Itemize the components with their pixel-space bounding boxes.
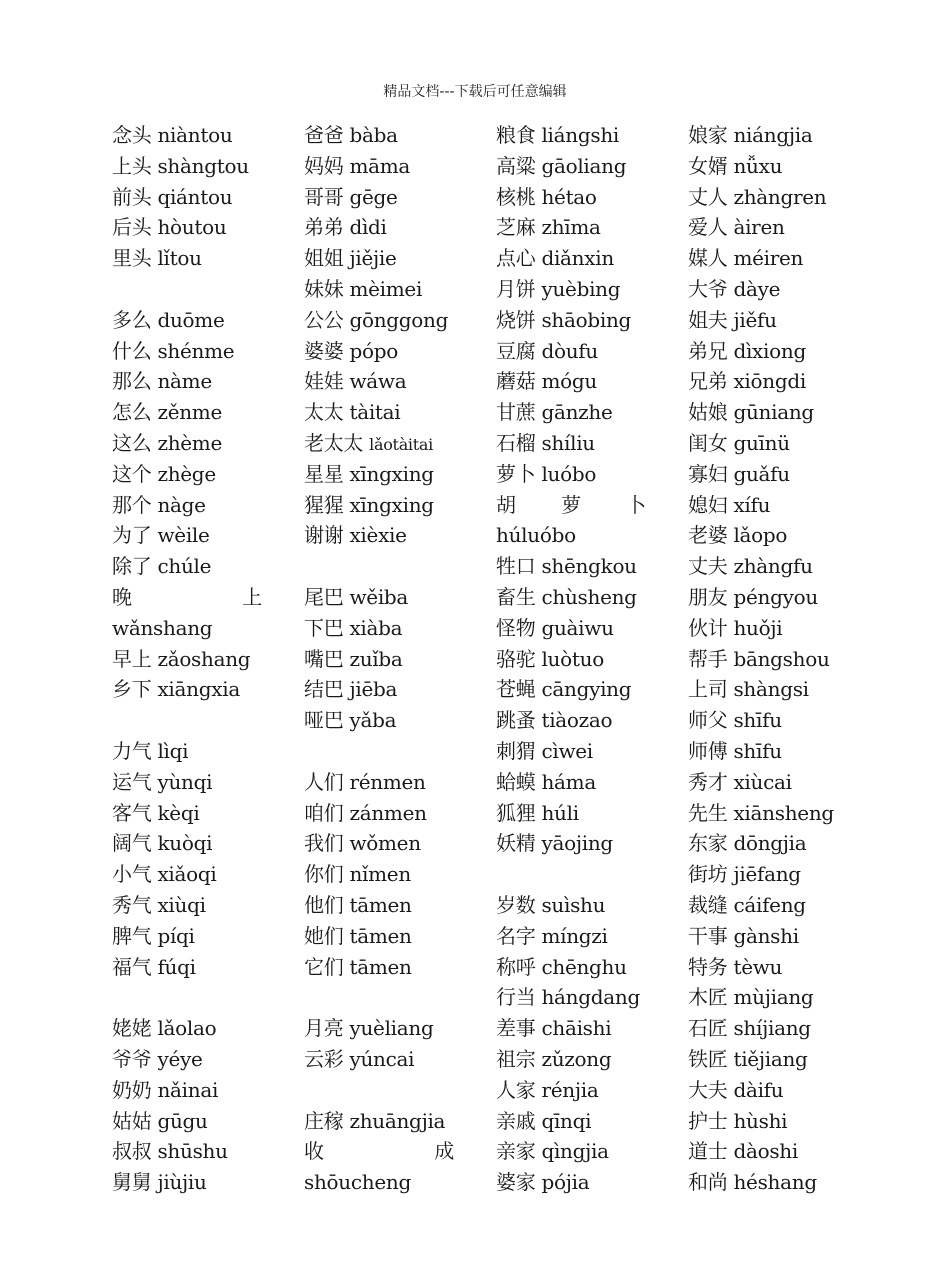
vocab-line: 伙计 huǒji	[688, 615, 783, 640]
vocab-line: 月饼 yuèbing	[496, 276, 621, 301]
vocab-line: 寡妇 guǎfu	[688, 461, 790, 486]
vocab-word-part: 成	[434, 1139, 454, 1164]
vocab-line: 特务 tèwu	[688, 954, 783, 979]
vocab-line: 嘴巴 zuǐba	[304, 646, 403, 671]
vocab-line	[304, 1075, 454, 1106]
vocab-line: 前头 qiántou	[112, 184, 233, 209]
vocab-line	[304, 428, 454, 459]
vocab-line: 她们 tāmen	[304, 923, 412, 948]
vocab-line: 咱们 zánmen	[304, 800, 427, 825]
vocab-line: 运气 yùnqi	[112, 769, 213, 794]
vocab-line: 兄弟 xiōngdi	[688, 369, 806, 394]
vocab-line: 烧饼 shāobing	[496, 307, 632, 332]
vocab-line: 什么 shénme	[112, 338, 235, 363]
vocab-line: 和尚 héshang	[688, 1170, 817, 1195]
vocab-line: 差事 chāishi	[496, 1016, 612, 1041]
vocab-line: 星星 xīngxing	[304, 461, 434, 486]
vocab-column-3	[496, 120, 646, 1198]
vocab-line: 怪物 guàiwu	[496, 615, 614, 640]
vocab-line: 上司 shàngsi	[688, 677, 809, 702]
vocab-line: 婆家 pójia	[496, 1170, 590, 1195]
vocab-line: 这么 zhème	[112, 430, 223, 455]
vocab-line: 岁数 suìshu	[496, 892, 606, 917]
vocab-line: 牲口 shēngkou	[496, 554, 637, 579]
vocab-line: 点心 diǎnxin	[496, 246, 614, 271]
vocab-line	[304, 551, 454, 582]
vocab-line: 甘蔗 gānzhe	[496, 400, 613, 425]
vocab-line: 豆腐 dòufu	[496, 338, 598, 363]
vocab-line: 蛤蟆 háma	[496, 769, 596, 794]
vocab-line: 爷爷 yéye	[112, 1046, 203, 1071]
vocab-line: 妖精 yāojing	[496, 831, 613, 856]
vocab-line: 闺女 guīnü	[688, 430, 790, 455]
vocab-line: 石榴 shíliu	[496, 430, 595, 455]
vocab-line: 早上 zǎoshang	[112, 646, 251, 671]
vocab-line: 木匠 mùjiang	[688, 985, 814, 1010]
vocab-line: 朋友 péngyou	[688, 584, 818, 609]
vocab-line: 力气 lìqi	[112, 738, 189, 763]
vocab-line: 为了 wèile	[112, 523, 210, 548]
vocab-line: 上头 shàngtou	[112, 153, 249, 178]
vocab-line: 行当 hángdang	[496, 985, 640, 1010]
vocab-line: 哥哥 gēge	[304, 184, 398, 209]
vocab-line: 婆婆 pópo	[304, 338, 398, 363]
vocab-line: 骆驼 luòtuo	[496, 646, 604, 671]
vocab-line: 女婿 nǚxu	[688, 153, 783, 178]
vocab-line: 太太 tàitai	[304, 400, 401, 425]
vocab-line: 大爷 dàye	[688, 276, 781, 301]
vocab-line: 干事 gànshi	[688, 923, 799, 948]
vocab-line: 核桃 hétao	[496, 184, 597, 209]
vocab-word-part: 上	[242, 584, 262, 609]
vocab-line: 它们 tāmen	[304, 954, 412, 979]
vocab-line: 月亮 yuèliang	[304, 1016, 434, 1041]
vocab-line: 秀气 xiùqi	[112, 892, 206, 917]
vocab-line: 舅舅 jiùjiu	[112, 1170, 207, 1195]
vocab-line: 爸爸 bàba	[304, 123, 398, 147]
vocab-line	[496, 859, 646, 890]
vocab-line: 东家 dōngjia	[688, 831, 807, 856]
vocab-line: 刺猬 cìwei	[496, 738, 593, 763]
vocab-line: 除了 chúle	[112, 554, 212, 579]
vocab-line: 弟兄 dìxiong	[688, 338, 806, 363]
vocab-line: 多么 duōme	[112, 307, 225, 332]
vocab-line	[496, 490, 646, 521]
vocab-line: 护士 hùshi	[688, 1108, 788, 1133]
vocab-line: 阔气 kuòqi	[112, 831, 213, 856]
vocab-line: 帮手 bāngshou	[688, 646, 830, 671]
vocab-line: 畜生 chùsheng	[496, 584, 637, 609]
vocab-line: 尾巴 wěiba	[304, 584, 409, 609]
vocab-line: 名字 míngzi	[496, 923, 608, 948]
vocab-line: 媳妇 xífu	[688, 492, 771, 517]
vocab-line: 云彩 yúncai	[304, 1046, 415, 1071]
vocab-line: 姑姑 gūgu	[112, 1108, 208, 1133]
vocab-column-2	[304, 120, 454, 1198]
vocab-line: 谢谢 xièxie	[304, 523, 407, 548]
vocab-pinyin: lǎotàitai	[369, 434, 433, 454]
vocab-line: 妹妹 mèimei	[304, 276, 423, 301]
vocab-line: 亲戚 qīnqi	[496, 1108, 592, 1133]
vocab-line: 奶奶 nǎinai	[112, 1077, 219, 1102]
vocab-line: 那么 nàme	[112, 369, 212, 394]
vocab-line: 人们 rénmen	[304, 769, 426, 794]
vocab-line: 怎么 zěnme	[112, 400, 223, 425]
vocab-line: 跳蚤 tiàozao	[496, 708, 613, 733]
vocab-line: 客气 kèqi	[112, 800, 200, 825]
vocab-line: 爱人 àiren	[688, 215, 785, 240]
vocab-line	[304, 1136, 454, 1167]
vocab-line: 哑巴 yǎba	[304, 708, 397, 733]
vocab-line: 下巴 xiàba	[304, 615, 403, 640]
vocab-line: 人家 rénjia	[496, 1077, 599, 1102]
vocab-word-part: 卜	[626, 492, 646, 517]
vocab-line: 妈妈 māma	[304, 153, 411, 178]
vocab-line: 弟弟 dìdi	[304, 215, 387, 240]
vocab-line: 里头 lǐtou	[112, 246, 202, 271]
vocab-line: 师父 shīfu	[688, 708, 782, 733]
vocab-line	[112, 582, 262, 613]
vocab-line: 街坊 jiēfang	[688, 862, 801, 887]
vocab-line	[112, 274, 262, 305]
vocab-column-1	[112, 120, 262, 1198]
vocab-line: 你们 nǐmen	[304, 862, 411, 887]
vocab-line: 蘑菇 mógu	[496, 369, 597, 394]
vocab-line: 福气 fúqi	[112, 954, 196, 979]
vocab-line: 丈夫 zhàngfu	[688, 554, 813, 579]
vocab-line: 后头 hòutou	[112, 215, 227, 240]
vocab-line	[304, 982, 454, 1013]
vocab-line: 秀才 xiùcai	[688, 769, 792, 794]
vocab-line: 先生 xiānsheng	[688, 800, 834, 825]
document-header: 精品文档---下载后可任意编辑	[383, 84, 567, 100]
vocab-word-part: 晚	[112, 584, 132, 609]
vocab-line: 结巴 jiēba	[304, 677, 398, 702]
vocab-line: 师傅 shīfu	[688, 738, 782, 763]
vocab-line: 媒人 méiren	[688, 246, 804, 271]
vocab-word-part: 萝	[561, 492, 581, 517]
vocab-line	[304, 736, 454, 767]
vocab-line: 狐狸 húli	[496, 800, 579, 825]
vocab-line: 祖宗 zǔzong	[496, 1046, 612, 1071]
vocab-line: wǎnshang	[112, 615, 213, 640]
vocab-line: 我们 wǒmen	[304, 831, 421, 856]
vocab-line: 萝卜 luóbo	[496, 461, 597, 486]
vocab-word-part: 胡	[496, 492, 516, 517]
vocab-line: 裁缝 cáifeng	[688, 892, 806, 917]
vocab-line: 小气 xiǎoqi	[112, 862, 217, 887]
vocab-line: 叔叔 shūshu	[112, 1139, 228, 1164]
vocab-word-part: 收	[304, 1139, 324, 1164]
vocab-line: húluóbo	[496, 523, 576, 548]
vocab-line: 大夫 dàifu	[688, 1077, 784, 1102]
vocab-line: 丈人 zhàngren	[688, 184, 827, 209]
vocab-column-4	[688, 120, 838, 1198]
vocab-line	[112, 705, 262, 736]
vocab-line: 他们 tāmen	[304, 892, 412, 917]
vocab-line: shōucheng	[304, 1170, 411, 1195]
vocab-line: 娘家 niángjia	[688, 123, 813, 147]
vocab-hanzi: 老太太	[304, 430, 370, 455]
vocab-line: 念头 niàntou	[112, 123, 233, 147]
vocab-line	[112, 982, 262, 1013]
vocab-line: 娃娃 wáwa	[304, 369, 407, 394]
vocab-line: 这个 zhège	[112, 461, 216, 486]
vocab-line: 庄稼 zhuāngjia	[304, 1108, 446, 1133]
vocab-line: 亲家 qìngjia	[496, 1139, 609, 1164]
vocab-line: 公公 gōnggong	[304, 307, 449, 332]
vocab-line: 猩猩 xīngxing	[304, 492, 434, 517]
vocab-line: 粮食 liángshi	[496, 123, 619, 147]
vocab-line: 姐夫 jiěfu	[688, 307, 777, 332]
vocab-line: 石匠 shíjiang	[688, 1016, 811, 1041]
vocab-line: 称呼 chēnghu	[496, 954, 627, 979]
vocab-line: 高粱 gāoliang	[496, 153, 627, 178]
vocab-line: 苍蝇 cāngying	[496, 677, 632, 702]
vocab-line: 姐姐 jiějie	[304, 246, 397, 271]
vocab-line: 乡下 xiāngxia	[112, 677, 240, 702]
vocab-line: 老婆 lǎopo	[688, 523, 788, 548]
vocab-line: 姑娘 gūniang	[688, 400, 814, 425]
vocab-line: 那个 nàge	[112, 492, 206, 517]
vocab-line: 道士 dàoshi	[688, 1139, 798, 1164]
vocab-line: 芝麻 zhīma	[496, 215, 601, 240]
vocab-line: 脾气 píqi	[112, 923, 195, 948]
vocab-line: 铁匠 tiějiang	[688, 1046, 808, 1071]
vocab-line: 姥姥 lǎolao	[112, 1016, 217, 1041]
